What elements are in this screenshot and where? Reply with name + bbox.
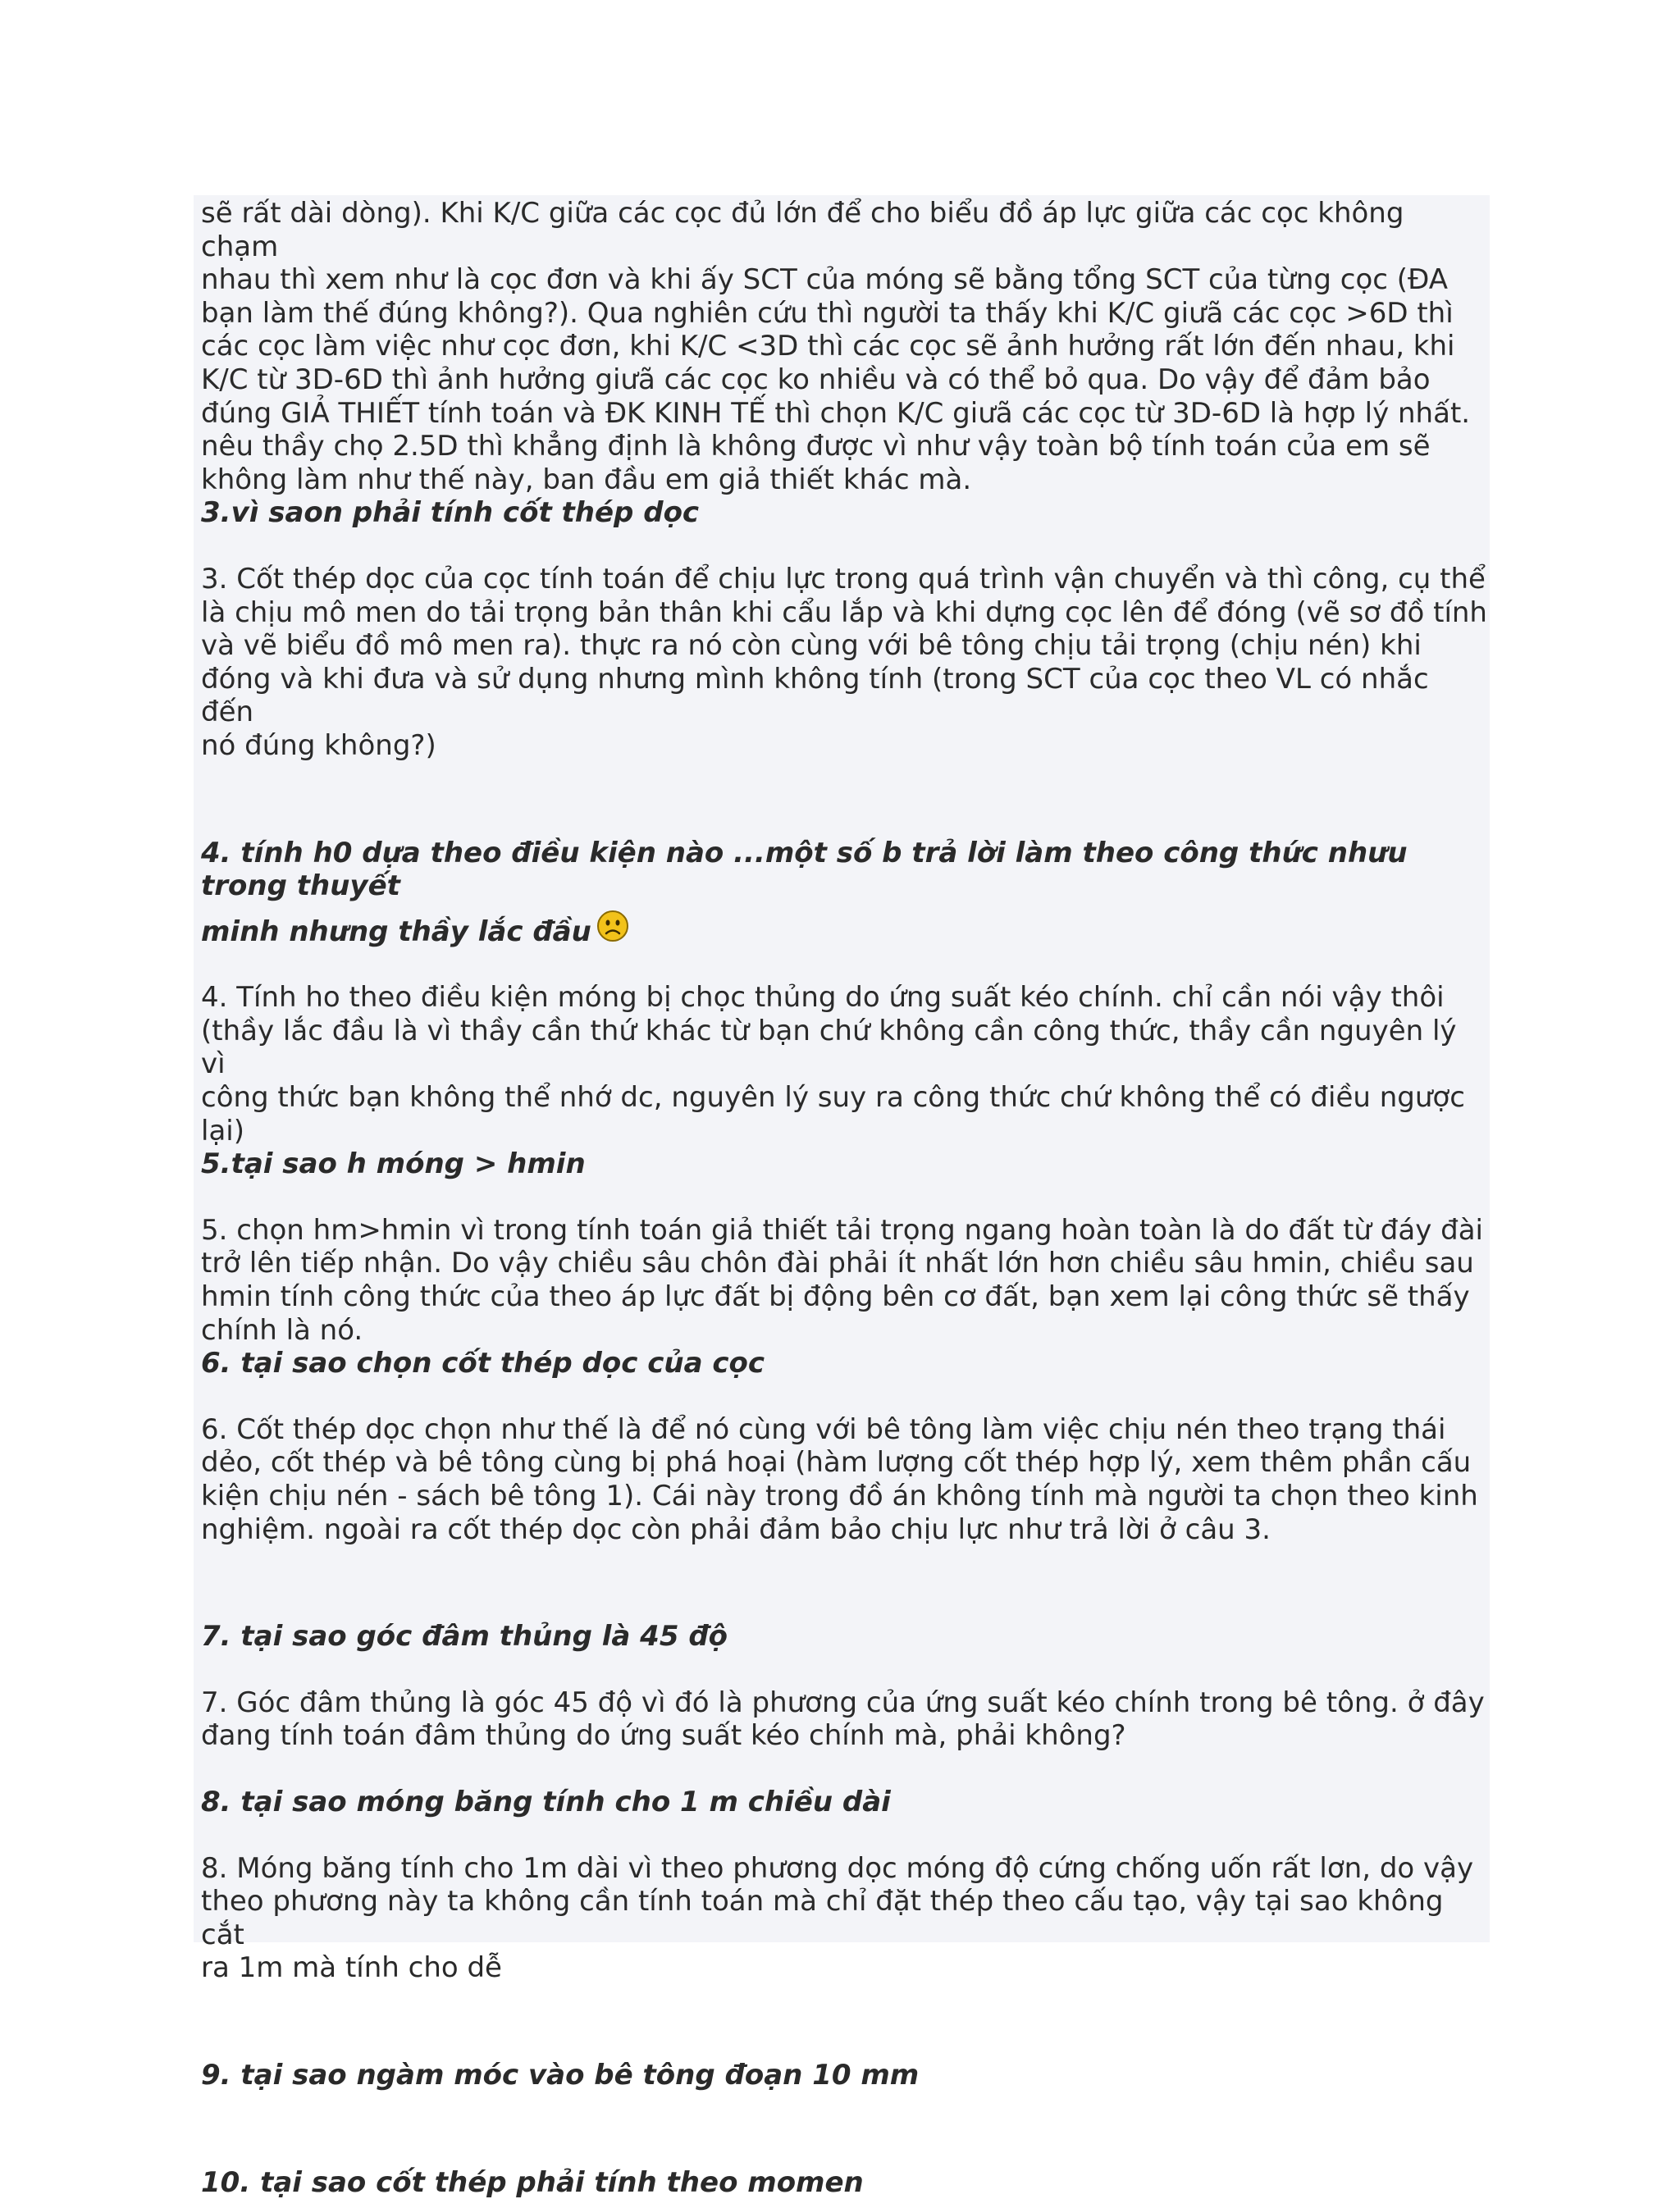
answer-8: 8. Móng băng tính cho 1m dài vì theo phương dọc móng độ cứng chống uốn rất lơn, do vậy theo phương này ta không cần tính toán mà chỉ đặt thép theo cấu tạo, vậy tại sao không cắt ra 1m mà tính cho dễ xyxy=(201,1851,1474,1985)
intro-paragraph: sẽ rất dài dòng). Khi K/C giữa các cọc đủ lớn để cho biểu đồ áp lực giữa các cọc không chạm nhau thì xem như là cọc đơn và khi ấy SCT của móng sẽ bằng tổng SCT của từng cọc (ĐA bạn làm thế đúng không?). Qua nghiên cứu thì người ta thấy khi K/C giưã các cọc >6D thì các cọc làm việc như cọc đơn, khi K/C <3D thì các cọc sẽ ảnh hưởng rất lớn đến nhau, khi K/C từ 3D-6D thì ảnh hưởng giưã các cọc ko nhiều và có thể bỏ qua. Do vậy để đảm bảo đúng GIẢ THIẾT tính toán và ĐK KINH TẾ thì chọn K/C giưã các cọc từ 3D-6D là hợp lý nhất. nêu thầy chọ 2.5D thì khẳng định là không được vì như vậy toàn bộ tính toán của em sẽ không làm như thế này, ban đầu em giả thiết khác mà. xyxy=(201,197,1471,496)
question-8: 8. tại sao móng băng tính cho 1 m chiều dài xyxy=(201,1785,891,1818)
question-3: 3.vì saon phải tính cốt thép dọc xyxy=(201,496,700,530)
answer-5: 5. chọn hm>hmin vì trong tính toán giả thiết tải trọng ngang hoàn toàn là do đất từ đáy đài trở lên tiếp nhận. Do vậy chiều sâu chôn đài phải ít nhất lớn hơn chiều sâu hmin, chiều sau hmin tính công thức của theo áp lực đất bị động bên cơ đất, bạn xem lại công thức sẽ thấy chính là nó. xyxy=(201,1213,1483,1347)
answer-6: 6. Cốt thép dọc chọn như thế là để nó cùng với bê tông làm việc chịu nén theo trạng thái dẻo, cốt thép và bê tông cùng bị phá hoại (hàm lượng cốt thép hợp lý, xem thêm phần cấu kiện chịu nén - sách bê tông 1). Cái này trong đồ án không tính mà người ta chọn theo kinh nghiệm. ngoài ra cốt thép dọc còn phải đảm bảo chịu lực như trả lời ở câu 3. xyxy=(201,1412,1478,1546)
question-10: 10. tại sao cốt thép phải tính theo momen xyxy=(201,2165,864,2199)
answer-4: 4. Tính ho theo điều kiện móng bị chọc thủng do ứng suất kéo chính. chỉ cần nói vậy thôi (thầy lắc đầu là vì thầy cần thứ khác từ bạn chứ không cần công thức, thầy cần nguyên lý vì công thức bạn không thể nhớ dc, nguyên lý suy ra công thức chứ không thể có điều ngược lại) xyxy=(201,981,1465,1147)
question-7: 7. tại sao góc đâm thủng là 45 độ xyxy=(201,1620,728,1654)
question-6: 6. tại sao chọn cốt thép dọc của cọc xyxy=(201,1347,765,1380)
document-body xyxy=(201,197,1489,2199)
question-4 xyxy=(201,837,1489,903)
question-4-line-2: minh nhưng thầy lắc đầu xyxy=(201,915,591,948)
question-9: 9. tại sao ngàm móc vào bê tông đoạn 10 mm xyxy=(201,2058,920,2092)
question-5: 5.tại sao h móng > hmin xyxy=(201,1147,586,1181)
question-4-cont xyxy=(201,910,1489,949)
sad-face-icon xyxy=(596,910,629,942)
answer-3: 3. Cốt thép dọc của cọc tính toán để chịu lực trong quá trình vận chuyển và thì công, cụ thể là chịu mô men do tải trọng bản thân khi cẩu lắp và khi dựng cọc lên để đóng (vẽ sơ đồ tính và vẽ biểu đồ mô men ra). thực ra nó còn cùng với bê tông chịu tải trọng (chịu nén) khi đóng và khi đưa và sử dụng nhưng mình không tính (trong SCT của cọc theo VL có nhắc đến nó đúng không?) xyxy=(201,562,1487,762)
question-4-line-1: 4. tính h0 dựa theo điều kiện nào ...một số b trả lời làm theo công thức nhưu trong thuyết xyxy=(201,836,1408,903)
answer-7: 7. Góc đâm thủng là góc 45 độ vì đó là phương của ứng suất kéo chính trong bê tông. ở đây đang tính toán đâm thủng do ứng suất kéo chính mà, phải không? xyxy=(201,1686,1485,1753)
